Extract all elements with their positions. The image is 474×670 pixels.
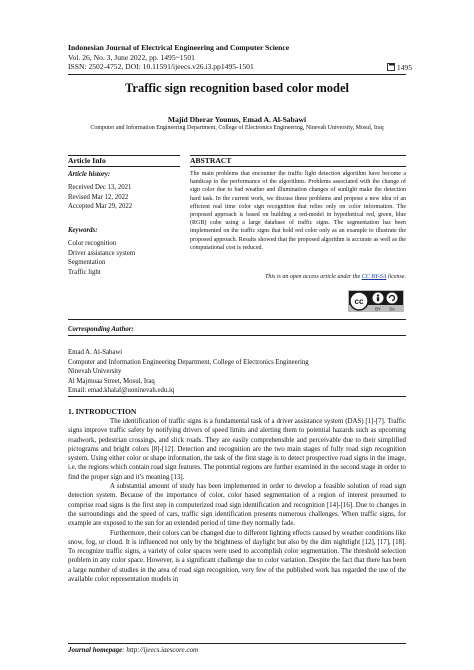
cc-by-sa-badge[interactable]	[348, 290, 404, 312]
paper-affiliation: Computer and Information Engineering Department, College of Electronics Engineering, Ninevah University, Mosul, Iraq	[90, 125, 384, 131]
introduction-body	[68, 417, 406, 584]
history-list	[68, 183, 132, 212]
history-received: Received Dec 13, 2021	[68, 184, 132, 191]
article-info-rule	[68, 166, 180, 167]
intro-paragraph: Furthermore, their colors can be changed due to different lighting effects caused by weather conditions like snow, fog, or cloud. It is influenced not only by the brightness of daylight but also by the dim nightlight [12], [17], [18]. To recognize traffic signs, a variety of color spaces were used to accomplish color segmentation. The threshold selection problem in any color space. However, is a significant challenge due to color variation. Despite the fact that there has been a large number of studies in the area of road sign recognition, very few of the published work has regarded the use of the available color representation models in	[68, 529, 406, 584]
corresponding-rule	[68, 335, 406, 336]
introduction-heading: 1. INTRODUCTION	[68, 407, 137, 416]
paper-title: Traffic sign recognition based color model	[125, 81, 349, 95]
intro-paragraph: The identification of traffic signs is a fundamental task of a driver assistance system (DAS) [1]-[7]. Traffic signs improve traffic safety by notifying drivers of speed limits and alerting them to potential hazards such as upcoming roadwork, pedestrian crossings, and slick roads. They are easily comprehensible and perceivable due to their simplified pictograms and bright colors [8]-[12]. Detection and recognition are the two main stages of fully road sign recognition system. Using either color or shape information, the task of the first stage is to detect prospective road signs in the image, i.e. the regions which contain road sign features. The potential regions are further examined in the second stage in order to find the proper sign and it’s meaning [13].	[68, 418, 406, 481]
keyword: Segmentation	[68, 259, 106, 266]
journal-name: Indonesian Journal of Electrical Engineering and Computer Science	[68, 43, 290, 52]
paper-authors: Majid Dherar Younus, Emad A. Al-Sabawi	[167, 115, 307, 124]
open-access-note	[190, 274, 406, 280]
abstract-bottom-rule	[68, 319, 406, 320]
intro-paragraph: A substantial amount of study has been implemented in order to develop a feasible solution of road sign detection system. Because of the importance of color, color based segmentation of a region of interest presumed to comprise road signs is the first step in computerized road sign identification and recognition [14]-[16]. Due to changes in the surroundings and the speed of cars, traffic sign identification presents numerous challenges. When traffic signs, for example are exposed to the sun for an extended period of time they normally fade.	[68, 483, 406, 528]
corresponding-author	[68, 326, 309, 395]
keywords-list	[68, 239, 135, 277]
page-icon	[387, 63, 395, 71]
license-link[interactable]: CC BY-SA	[361, 274, 387, 280]
abstract-rule	[190, 166, 406, 167]
article-info-header: Article Info	[68, 156, 106, 165]
keyword: Driver assistance system	[68, 249, 136, 257]
history-revised: Revised Mar 12, 2022	[68, 193, 129, 201]
page-number: 1495	[396, 63, 412, 72]
history-label: Article history:	[68, 171, 111, 178]
article-info-top-rule	[68, 155, 180, 156]
svg-text:cc: cc	[354, 297, 364, 306]
keyword: Color recognition	[68, 240, 117, 247]
corresponding-dept: Computer and Information Engineering Department, College of Electronics Engineering	[68, 358, 309, 366]
history-accepted: Accepted Mar 29, 2022	[68, 203, 133, 210]
corresponding-address: Al Majmoaa Street, Mosul, Iraq	[68, 377, 155, 385]
footer-rule	[68, 643, 406, 644]
corresponding-bottom-rule	[68, 396, 406, 397]
abstract-header: ABSTRACT	[190, 156, 232, 165]
journal-volume: Vol. 26, No. 3, June 2022, pp. 1495~1501	[68, 52, 195, 62]
footer-label: Journal homepage	[68, 646, 123, 654]
keyword: Traffic light	[68, 268, 101, 276]
footer-url[interactable]: : http://ijeecs.iaescore.com	[122, 646, 199, 654]
open-access-prefix: This is an open access article under the	[265, 274, 362, 280]
corresponding-university: Ninevah University	[68, 368, 122, 376]
journal-header	[68, 43, 289, 72]
open-access-suffix: license.	[386, 274, 406, 280]
keywords-label: Keywords:	[68, 227, 98, 234]
corresponding-header: Corresponding Author:	[68, 326, 134, 333]
svg-text:BY: BY	[375, 306, 381, 312]
corresponding-email[interactable]: Email: emad.khalaf@uoninevah.edu.iq	[68, 387, 175, 395]
abstract-text: The main problems that encounter the traffic light detection algorithm have become a handicap to the performance of the algorithms. Problems associated with the change of sign color due to bad weather and illumination changes of sunlight make the detection hard task. In the current work, we discuss these problems and propose a new idea of an efficient real time color sign recognition that relies only on color information. The proposed approach is based on building a red-model in hypothetical red, green, blue (RGB) cube using a large database of traffic signs. The segmentation has been implemented on the traffic signs that hold red color only as an example to illustrate the proposed approach. Results showed that the proposed algorithm is accurate as well as the computational cost is reduced.	[190, 171, 406, 251]
footer	[68, 646, 198, 654]
corresponding-name: Emad A. Al-Sabawi	[68, 349, 123, 357]
svg-text:SA: SA	[389, 306, 395, 312]
header-rule	[68, 74, 406, 75]
journal-issn: ISSN: 2502-4752, DOI: 10.11591/ijeecs.v26.i3.pp1495-1501	[68, 62, 254, 72]
